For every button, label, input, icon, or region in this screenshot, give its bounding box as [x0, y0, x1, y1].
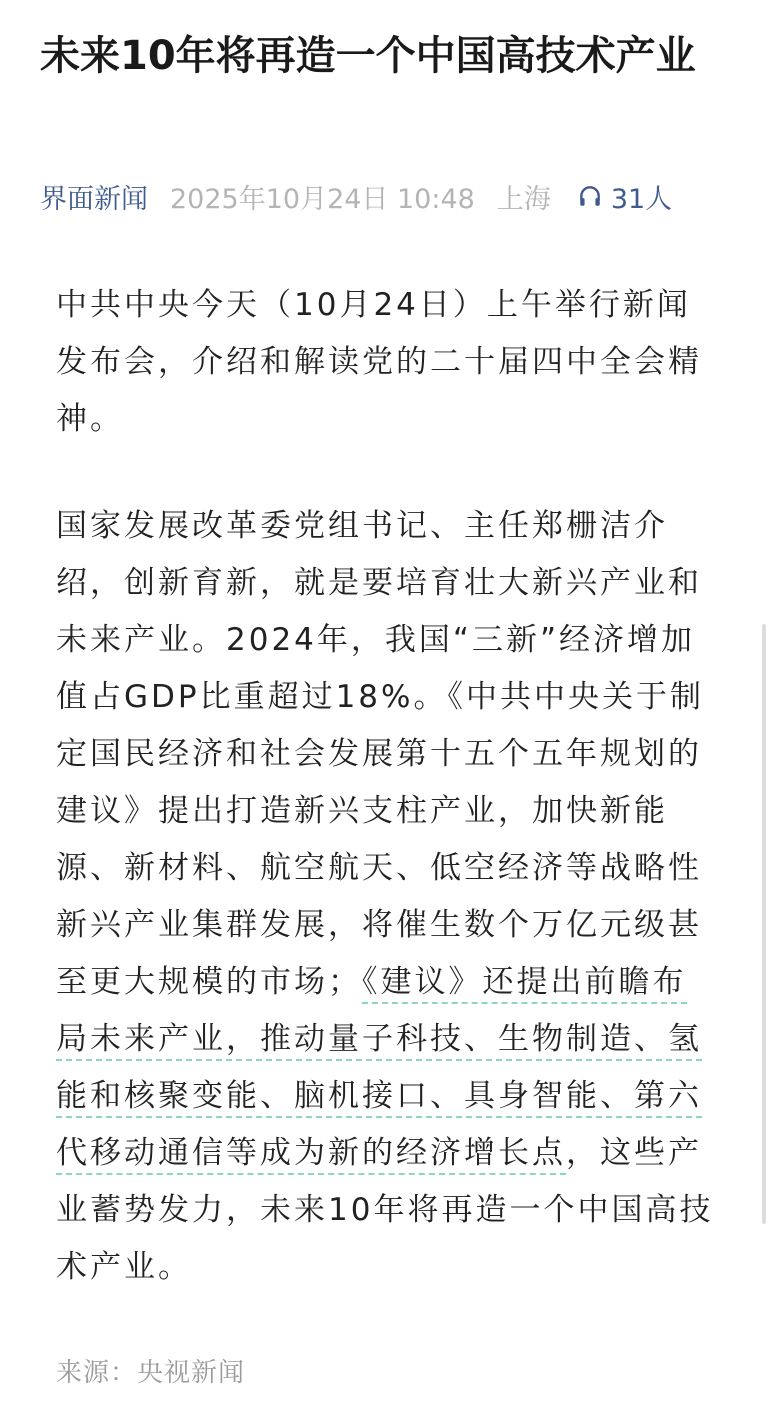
highlighted-quote[interactable]: 《建议》还提出前瞻布局未来产业，推动量子科技、生物制造、氢能和核聚变能、脑机接口、具身智能、第六代移动通信等成为新的经济增长点: [56, 964, 702, 1175]
paragraph-2-text-end: ，这些产业蓄势发力，未来10年将再造一个中国高技术产业。: [56, 1135, 714, 1285]
paragraph-2-text-start: 国家发展改革委党组书记、主任郑栅洁介绍，创新育新，就是要培育壮大新兴产业和未来产业。2024年，我国“三新”经济增加值占GDP比重超过18%。《中共中央关于制定国民经济和社会发展第十五个五年规划的建议》提出打造新兴支柱产业，加快新能源、新材料、航空航天、低空经济等战略性新兴产业集群发展，将催生数个万亿元级甚至更大规模的市场；: [56, 508, 704, 1000]
article-paragraph-1: 中共中央今天（10月24日）上午举行新闻发布会，介绍和解读党的二十届四中全会精神。: [56, 287, 702, 437]
source-link[interactable]: 界面新闻: [40, 183, 148, 215]
headphones-icon: [577, 183, 603, 209]
publish-location: 上海: [496, 183, 551, 215]
scrollbar[interactable]: [762, 624, 766, 1224]
listen-button[interactable]: [577, 177, 672, 216]
article-title: 未来10年将再造一个中国高技术产业: [40, 33, 696, 79]
article-paragraph-2: [56, 498, 716, 1296]
publish-datetime: 2025年10月24日 10:48: [170, 183, 475, 215]
article-meta: [40, 174, 672, 218]
listen-count: 31人: [610, 183, 673, 215]
article-source-credit: 来源：央视新闻: [56, 1358, 246, 1388]
